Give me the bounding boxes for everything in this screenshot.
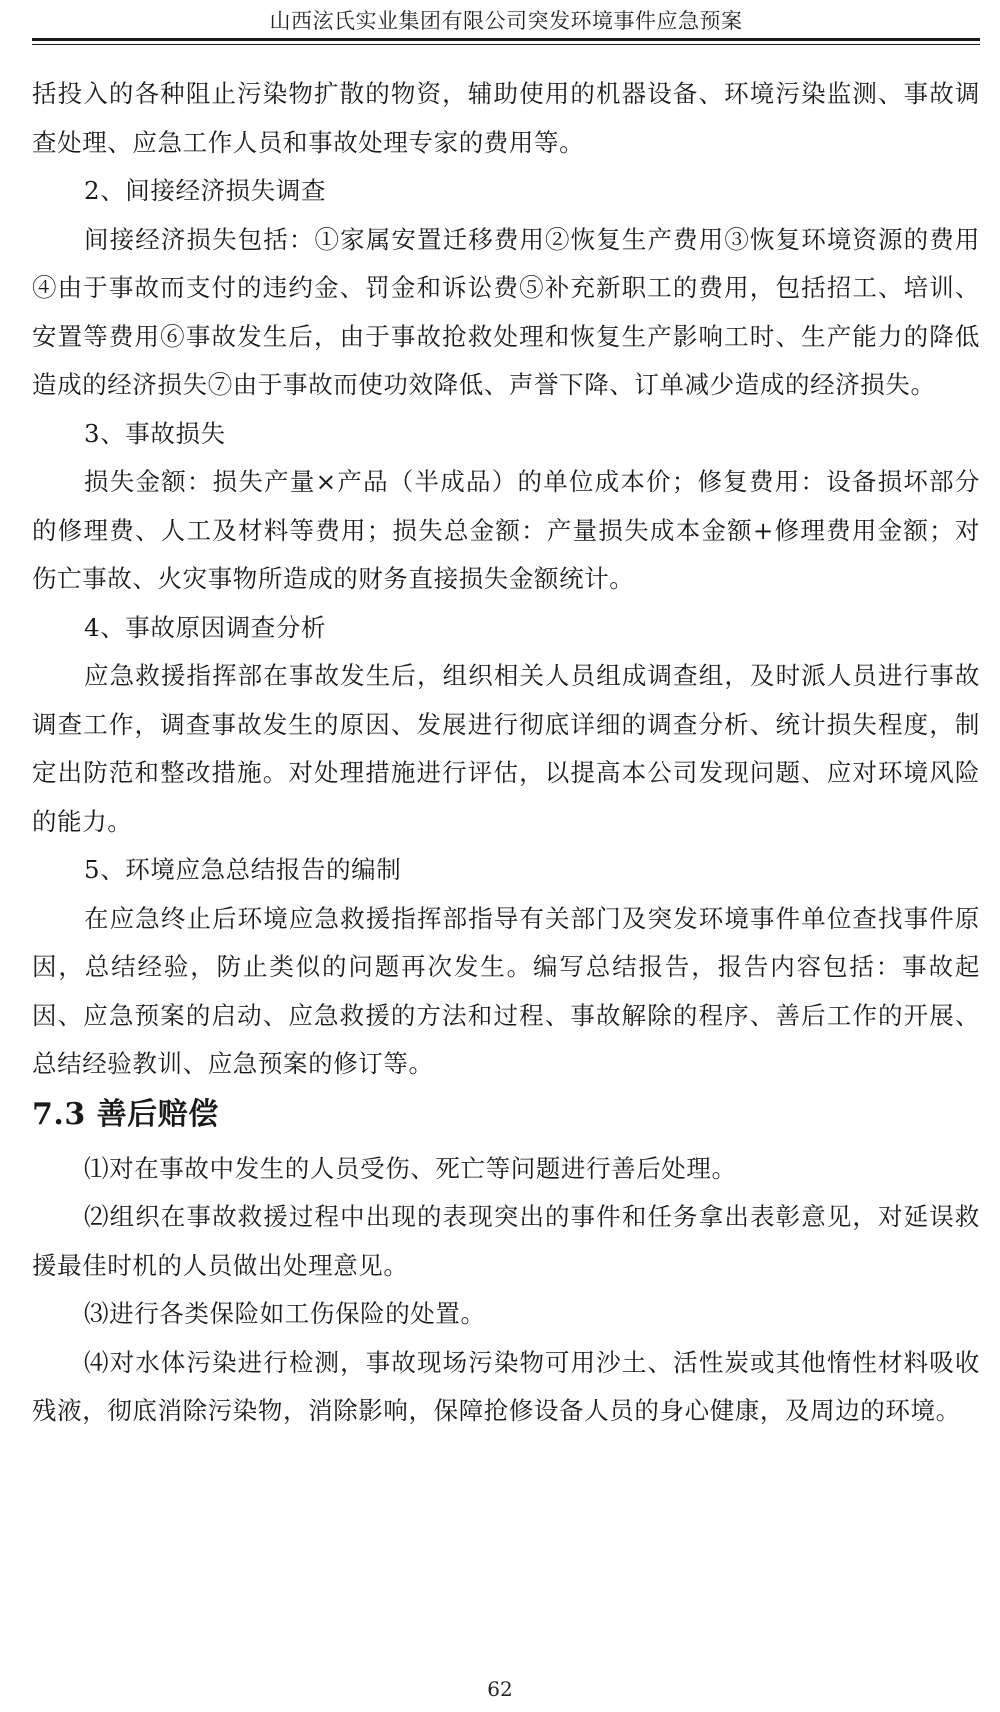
header-rule-thick (32, 38, 980, 41)
subheading-summary-report: 5、环境应急总结报告的编制 (84, 855, 402, 884)
paragraph-cause-analysis: 应急救援指挥部在事故发生后，组织相关人员组成调查组，及时派人员进行事故调查工作，调查事故发生的原因、发展进行彻底详细的调查分析、统计损失程度，制定出防范和整改措施。对处理措施进行评估，以提高本公司发现问题、应对环境风险的能力。 (32, 661, 980, 836)
list-item-aftermath-3: ⑶进行各类保险如工伤保险的处置。 (84, 1299, 486, 1328)
page-number: 62 (487, 1677, 513, 1701)
list-item-aftermath-2: ⑵组织在事故救援过程中出现的表现突出的事件和任务拿出表彰意见，对延误救援最佳时机的人员做出处理意见。 (32, 1202, 980, 1280)
subheading-cause-analysis: 4、事故原因调查分析 (84, 612, 327, 642)
document-body (32, 70, 980, 1436)
paragraph-direct-loss-continued: 括投入的各种阻止污染物扩散的物资，辅助使用的机器设备、环境污染监测、事故调查处理、应急工作人员和事故处理专家的费用等。 (32, 79, 980, 157)
list-item-aftermath-1: ⑴对在事故中发生的人员受伤、死亡等问题进行善后处理。 (84, 1153, 737, 1183)
list-item-aftermath-4: ⑷对水体污染进行检测，事故现场污染物可用沙土、活性炭或其他惰性材料吸收残液，彻底消除污染物，消除影响，保障抢修设备人员的身心健康，及周边的环境。 (32, 1347, 980, 1425)
paragraph-accident-loss: 损失金额：损失产量×产品（半成品）的单位成本价；修复费用：设备损坏部分的修理费、人工及材料等费用；损失总金额：产量损失成本金额+修理费用金额；对伤亡事故、火灾事物所造成的财务直接损失金额统计。 (32, 467, 980, 593)
subheading-indirect-economic-loss: 2、间接经济损失调查 (84, 176, 327, 205)
header-rule-thin (32, 44, 980, 45)
page-header-title: 山西泫氏实业集团有限公司突发环境事件应急预案 (269, 9, 743, 33)
paragraph-summary-report: 在应急终止后环境应急救援指挥部指导有关部门及突发环境事件单位查找事件原因，总结经验，防止类似的问题再次发生。编写总结报告，报告内容包括：事故起因、应急预案的启动、应急救援的方法和过程、事故解除的程序、善后工作的开展、总结经验教训、应急预案的修订等。 (32, 903, 980, 1078)
section-heading-7-3: 7.3 善后赔偿 (32, 1096, 219, 1132)
subheading-accident-loss: 3、事故损失 (84, 418, 226, 448)
paragraph-indirect-economic-loss: 间接经济损失包括：①家属安置迁移费用②恢复生产费用③恢复环境资源的费用④由于事故而支付的违约金、罚金和诉讼费⑤补充新职工的费用，包括招工、培训、安置等费用⑥事故发生后，由于事故抢救处理和恢复生产影响工时、生产能力的降低造成的经济损失⑦由于事故而使功效降低、声誉下降、订单减少造成的经济损失。 (32, 224, 980, 399)
